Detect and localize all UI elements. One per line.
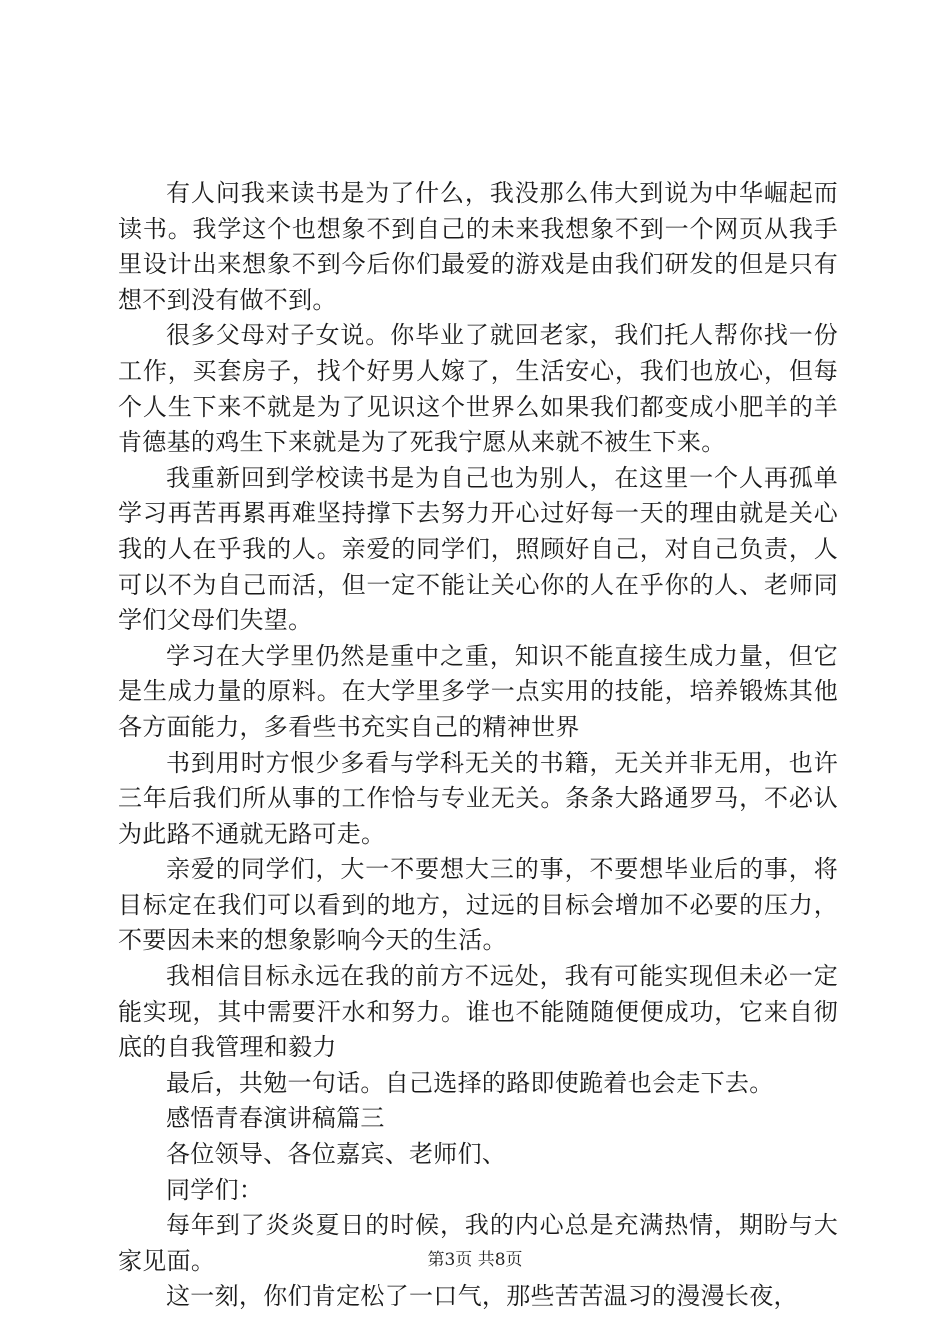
paragraph-6: 亲爱的同学们，大一不要想大三的事，不要想毕业后的事，将目标定在我们可以看到的地方，过远的目标会增加不必要的压力，不要因未来的想象影响今天的生活。	[118, 855, 838, 955]
paragraph-10: 这一刻，你们肯定松了一口气，那些苦苦温习的漫漫长夜，	[166, 1282, 798, 1311]
section-heading: 感悟青春演讲稿篇三	[166, 1104, 385, 1133]
paragraph-1: 有人问我来读书是为了什么，我没那么伟大到说为中华崛起而读书。我学这个也想象不到自己的未来我想象不到一个网页从我手里设计出来想象不到今后你们最爱的游戏是由我们研发的但是只有想不到没有做不到。	[118, 179, 838, 314]
document-body	[118, 176, 838, 1315]
paragraph-4: 学习在大学里仍然是重中之重，知识不能直接生成力量，但它是生成力量的原料。在大学里多学一点实用的技能，培养锻炼其他各方面能力，多看些书充实自己的精神世界	[118, 641, 838, 741]
paragraph-9: 每年到了炎炎夏日的时候，我的内心总是充满热情，期盼与大家见面。	[118, 1211, 838, 1275]
salutation-line-2: 同学们：	[166, 1175, 264, 1204]
paragraph-8: 最后，共勉一句话。自己选择的路即使跪着也会走下去。	[166, 1068, 774, 1097]
paragraph-7: 我相信目标永远在我的前方不远处，我有可能实现但未必一定能实现，其中需要汗水和努力。谁也不能随随便便成功，它来自彻底的自我管理和毅力	[118, 962, 838, 1062]
page-number-footer: 第3页 共8页	[427, 1250, 523, 1270]
salutation-line-1: 各位领导、各位嘉宾、老师们、	[166, 1140, 507, 1169]
paragraph-3: 我重新回到学校读书是为自己也为别人，在这里一个人再孤单学习再苦再累再难坚持撑下去努力开心过好每一天的理由就是关心我的人在乎我的人。亲爱的同学们，照顾好自己，对自己负责，人可以不为自己而活，但一定不能让关心你的人在乎你的人、老师同学们父母们失望。	[118, 463, 838, 635]
paragraph-2: 很多父母对子女说。你毕业了就回老家，我们托人帮你找一份工作，买套房子，找个好男人嫁了，生活安心，我们也放心，但每个人生下来不就是为了见识这个世界么如果我们都变成小肥羊的羊肯德基的鸡生下来就是为了死我宁愿从来就不被生下来。	[118, 321, 838, 457]
paragraph-5: 书到用时方恨少多看与学科无关的书籍，无关并非无用，也许三年后我们所从事的工作恰与专业无关。条条大路通罗马，不必认为此路不通就无路可走。	[118, 748, 838, 848]
